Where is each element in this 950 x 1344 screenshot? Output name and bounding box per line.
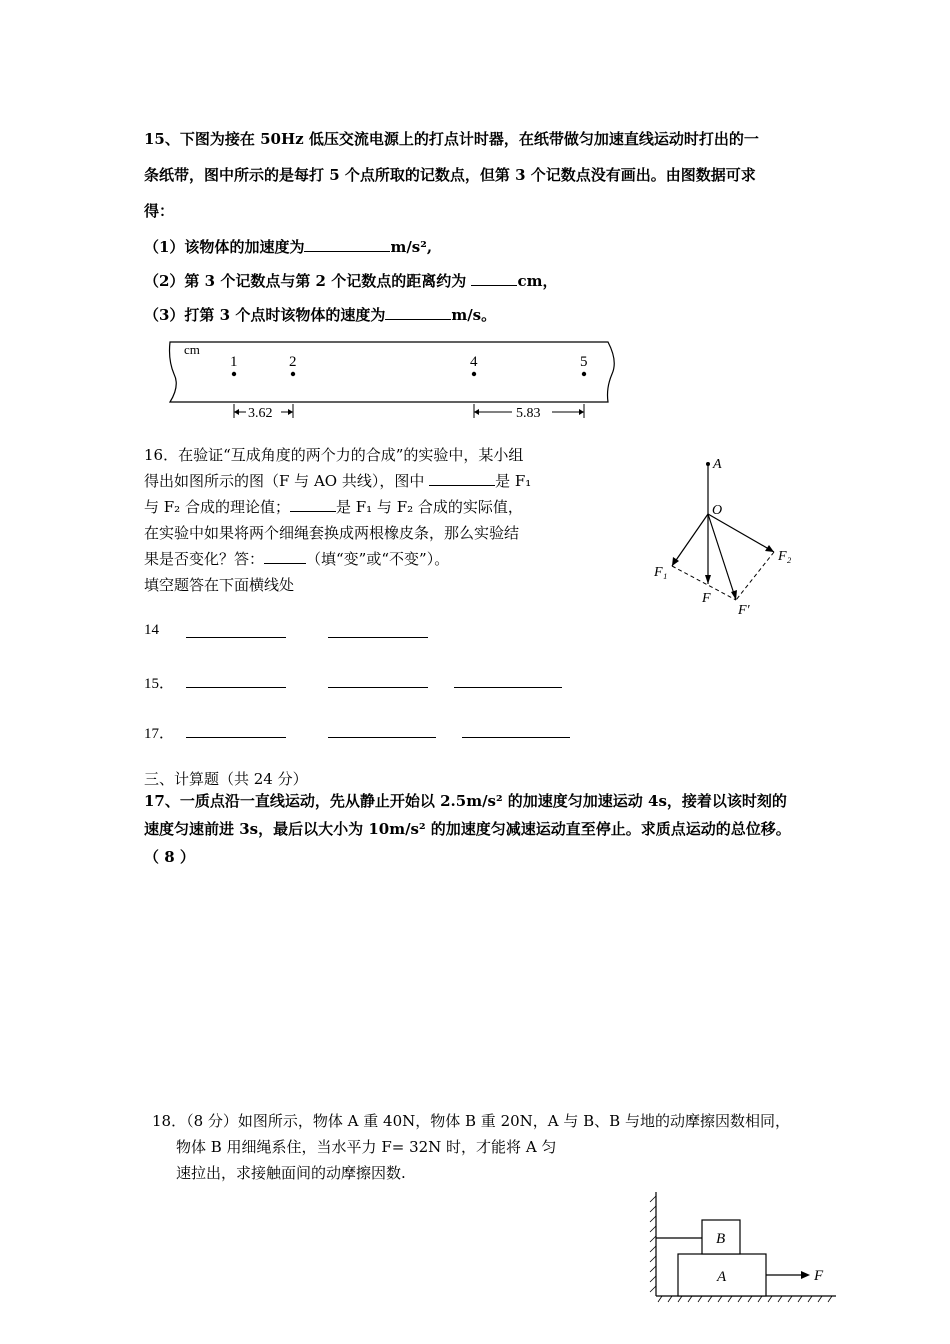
- q18-line3: 速拉出，求接触面间的动摩擦因数.: [176, 1164, 406, 1182]
- block-diagram: [640, 1186, 840, 1306]
- f1-vector: [672, 514, 708, 566]
- answer-row-15-label: 15．: [144, 676, 175, 692]
- paper-tape-figure: [160, 336, 620, 426]
- tape-unit-label: cm: [184, 342, 200, 357]
- tape-label-5: 5: [580, 354, 588, 370]
- q16-line6: 填空题答在下面横线处: [144, 576, 295, 594]
- q16-blank-change[interactable]: [264, 549, 306, 564]
- q15-sub3: [144, 304, 496, 326]
- q16-line2: [144, 470, 531, 492]
- q16-line1: 16．在验证“互成角度的两个力的合成”的实验中，某小组: [144, 446, 524, 464]
- q15-sub2: [144, 270, 557, 292]
- q16-line3-tail: 是 F₁ 与 F₂ 合成的实际值，: [335, 498, 523, 516]
- tape-outline: [170, 342, 615, 402]
- q17-line1: 17、一质点沿一直线运动，先从静止开始以 2.5m/s² 的加速度匀加速运动 4s，接着以该时刻的: [144, 792, 787, 810]
- q17-line3: （ 8 ）: [144, 848, 195, 866]
- q16-line5-text: 果是否变化？答：: [144, 550, 265, 568]
- answer-line-14b[interactable]: [328, 636, 428, 638]
- answer-line-15c[interactable]: [454, 686, 562, 688]
- q18-line1: 18．（8 分）如图所示，物体 A 重 40N，物体 B 重 20N，A 与 B、B 与地的动摩擦因数相同，: [152, 1112, 790, 1130]
- q15-sub1: [144, 236, 432, 258]
- wall-hatch: [650, 1196, 656, 1292]
- label-f: F: [702, 591, 711, 606]
- tape-label-1: 1: [230, 354, 238, 370]
- answer-line-15b[interactable]: [328, 686, 428, 688]
- q16-blank-actual[interactable]: [290, 497, 336, 512]
- q15-sub1-label: （1）该物体的加速度为: [144, 238, 305, 256]
- answer-line-14a[interactable]: [186, 636, 286, 638]
- q16-line5: [144, 548, 449, 570]
- label-fprime: F′: [738, 603, 750, 618]
- answer-line-17b[interactable]: [328, 736, 436, 738]
- tape-gap-12: 3.62: [248, 406, 273, 421]
- q15-sub1-unit: m/s²,: [390, 238, 433, 256]
- q15-sub3-label: （3）打第 3 个点时该物体的速度为: [144, 306, 386, 324]
- force-diagram: [640, 448, 810, 628]
- point-a: [706, 462, 710, 466]
- q16-blank-theory[interactable]: [429, 471, 495, 486]
- tape-point-1: [232, 372, 236, 376]
- tape-point-5: [582, 372, 586, 376]
- q15-line1: 15、下图为接在 50Hz 低压交流电源上的打点计时器，在纸带做匀加速直线运动时打出的一: [144, 130, 759, 148]
- tape-label-2: 2: [289, 354, 297, 370]
- label-o: O: [712, 503, 723, 518]
- q16-line5-tail: （填“变”或“不变”）。: [306, 550, 450, 568]
- section3-title: 三、计算题（共 24 分）: [144, 770, 308, 788]
- answer-line-15a[interactable]: [186, 686, 286, 688]
- label-a: A: [713, 457, 722, 472]
- q16-line3-text: 与 F₂ 合成的理论值；: [144, 498, 290, 516]
- tape-point-2: [291, 372, 295, 376]
- answer-line-17a[interactable]: [186, 736, 286, 738]
- answer-line-17c[interactable]: [462, 736, 570, 738]
- label-block-b: B: [716, 1231, 726, 1247]
- q16-line2-tail: 是 F₁: [495, 472, 532, 490]
- label-f1: F₁: [654, 565, 668, 580]
- q15-sub2-label: （2）第 3 个记数点与第 2 个记数点的距离约为: [144, 272, 472, 290]
- q15-line2: 条纸带，图中所示的是每打 5 个点所取的记数点，但第 3 个记数点没有画出。由图数据可求: [144, 166, 756, 184]
- q15-sub2-unit: cm，: [517, 272, 558, 290]
- tape-gap-45: 5.83: [516, 406, 541, 421]
- q17-line2: 速度匀速前进 3s，最后以大小为 10m/s² 的加速度匀减速运动直至停止。求质点运动的总位移。: [144, 820, 791, 838]
- label-f2: F₂: [778, 549, 792, 564]
- q15-line3: 得：: [144, 202, 175, 220]
- q15-sub2-blank[interactable]: [471, 271, 517, 286]
- q15-sub3-blank[interactable]: [385, 305, 451, 320]
- label-block-a: A: [717, 1269, 727, 1285]
- tape-label-4: 4: [470, 354, 478, 370]
- q16-line2-text: 得出如图所示的图（F 与 AO 共线），图中: [144, 472, 430, 490]
- answer-row-17-label: 17．: [144, 726, 175, 742]
- q16-line3: [144, 496, 523, 518]
- q15-sub1-blank[interactable]: [304, 237, 390, 252]
- tape-point-4: [472, 372, 476, 376]
- dashed-f2: [736, 552, 774, 600]
- q18-line2: 物体 B 用细绳系住，当水平力 F= 32N 时，才能将 A 匀: [176, 1138, 557, 1156]
- ground-hatch: [658, 1296, 832, 1302]
- answer-row-14-label: 14: [144, 622, 159, 638]
- label-force-f: F: [814, 1268, 824, 1284]
- q16-line4: 在实验中如果将两个细绳套换成两根橡皮条，那么实验结: [144, 524, 520, 542]
- q15-sub3-unit: m/s。: [451, 306, 497, 324]
